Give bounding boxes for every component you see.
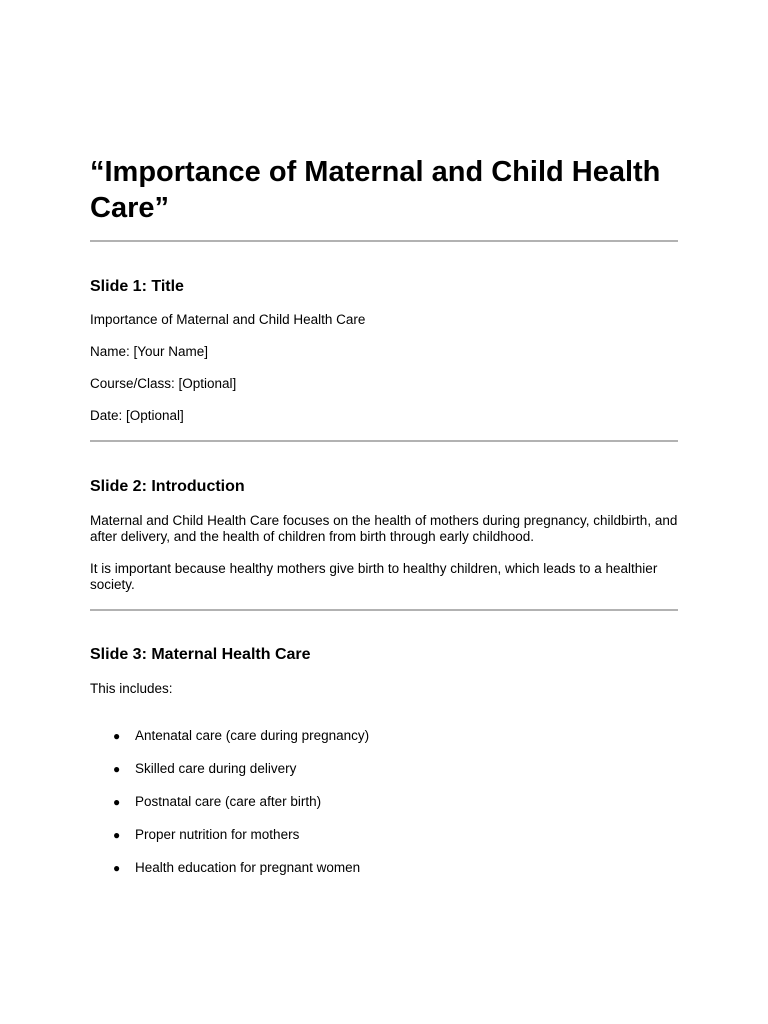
list-item-text: Skilled care during delivery [135, 761, 297, 776]
bullet-icon: ● [113, 828, 121, 842]
list-item-text: Health education for pregnant women [135, 860, 361, 875]
section-divider [90, 440, 678, 442]
slide-1-name-line: Name: [Your Name] [90, 344, 209, 359]
document-body [90, 154, 678, 893]
slide-1-heading: Slide 1: Title [90, 278, 184, 295]
slide-1-course-line: Course/Class: [Optional] [90, 376, 237, 391]
slide-1-presentation-title: Importance of Maternal and Child Health Care [90, 312, 366, 327]
slide-2-section [90, 477, 678, 593]
slide-2-paragraph: It is important because healthy mothers give birth to healthy children, which leads to a healthier society. [90, 561, 658, 592]
bullet-icon: ● [113, 762, 121, 776]
slide-3-bullet-list [90, 728, 678, 876]
slide-3-intro: This includes: [90, 681, 173, 696]
bullet-icon: ● [113, 729, 121, 743]
list-item [90, 728, 678, 744]
section-divider [90, 240, 678, 242]
list-item-text: Antenatal care (care during pregnancy) [135, 728, 370, 743]
list-item [90, 761, 678, 777]
list-item-text: Proper nutrition for mothers [135, 827, 300, 842]
list-item [90, 794, 678, 810]
slide-3-heading: Slide 3: Maternal Health Care [90, 646, 311, 663]
section-divider [90, 609, 678, 611]
document-title: “Importance of Maternal and Child Health Care” [90, 156, 661, 224]
list-item [90, 860, 678, 876]
slide-2-paragraph: Maternal and Child Health Care focuses on the health of mothers during pregnancy, childbirth, and after delivery, and the health of children from birth through early childhood. [90, 513, 678, 544]
list-item [90, 827, 678, 843]
slide-2-heading: Slide 2: Introduction [90, 478, 245, 495]
slide-3-section [90, 645, 678, 876]
bullet-icon: ● [113, 861, 121, 875]
slide-1-date-line: Date: [Optional] [90, 408, 184, 423]
list-item-text: Postnatal care (care after birth) [135, 794, 322, 809]
bullet-icon: ● [113, 795, 121, 809]
slide-1-section [90, 277, 678, 424]
